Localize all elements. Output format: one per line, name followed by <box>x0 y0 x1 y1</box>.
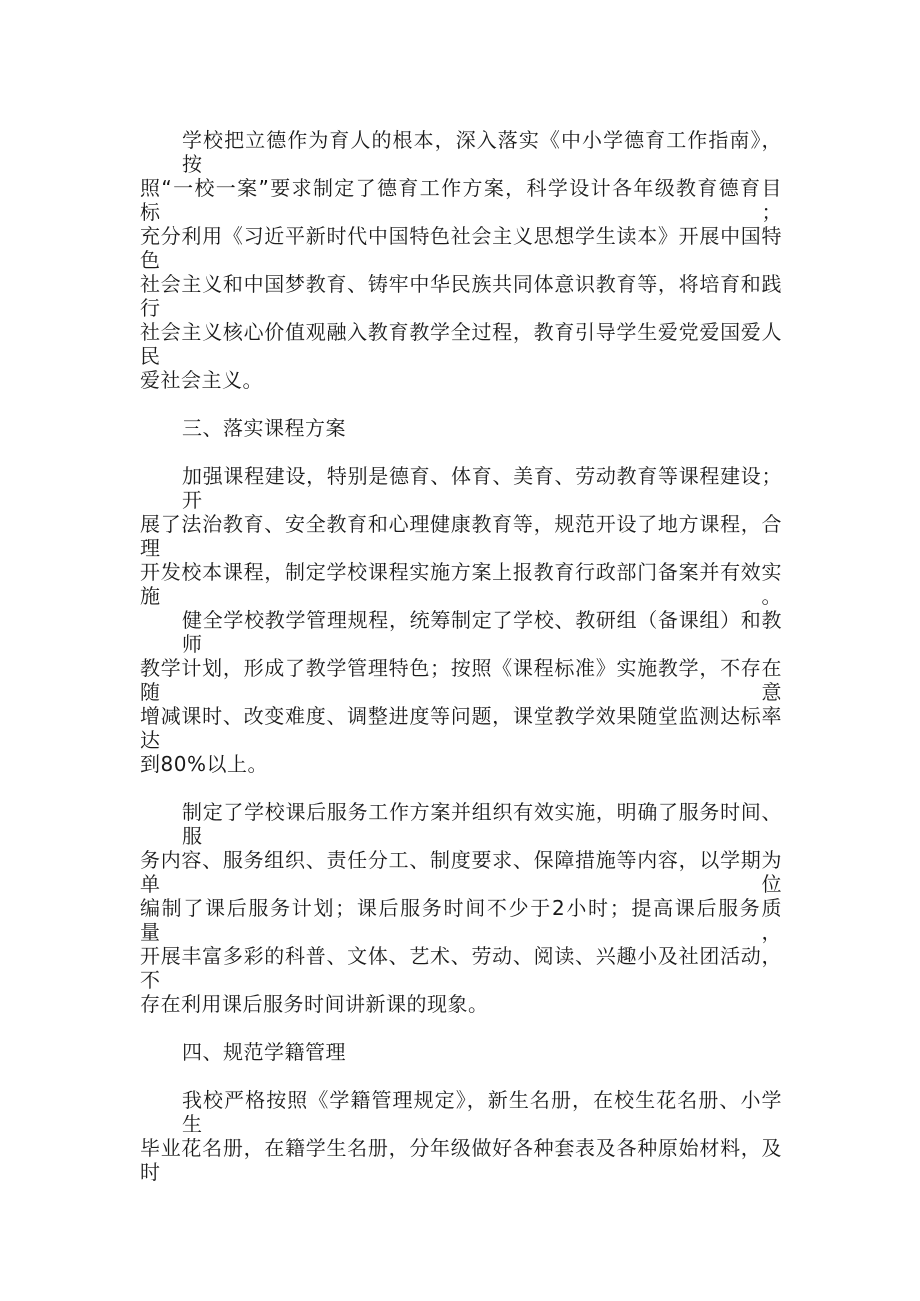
text-line: 存在利用课后服务时间讲新课的现象。 <box>140 992 489 1016</box>
text-line: 毕业花名册，在籍学生名册，分年级做好各种套表及各种原始材料，及时 <box>140 1136 782 1184</box>
section-heading: 三、落实课程方案 <box>182 416 346 440</box>
text-line: 健全学校教学管理规程，统筹制定了学校、教研组（备课组）和教师 <box>182 608 782 656</box>
text-line: 编制了课后服务计划；课后服务时间不少于2小时；提高课后服务质量， <box>140 896 782 944</box>
section-heading: 四、规范学籍管理 <box>182 1040 346 1064</box>
text-line: 我校严格按照《学籍管理规定》，新生名册，在校生花名册、小学生 <box>182 1088 782 1136</box>
text-line: 开展丰富多彩的科普、文体、艺术、劳动、阅读、兴趣小及社团活动，不 <box>140 944 782 992</box>
text-line: 教学计划，形成了教学管理特色；按照《课程标准》实施教学，不存在随意 <box>140 656 782 704</box>
text-line: 爱社会主义。 <box>140 368 263 392</box>
text-line: 社会主义核心价值观融入教育教学全过程，教育引导学生爱党爱国爱人民 <box>140 320 782 368</box>
text-line: 增减课时、改变难度、调整进度等问题，课堂教学效果随堂监测达标率达 <box>140 704 782 752</box>
text-line: 社会主义和中国梦教育、铸牢中华民族共同体意识教育等，将培育和践行 <box>140 272 782 320</box>
text-line: 加强课程建设，特别是德育、体育、美育、劳动教育等课程建设；开 <box>182 464 782 512</box>
text-line: 照“一校一案”要求制定了德育工作方案，科学设计各年级教育德育目标； <box>140 176 782 224</box>
text-line: 务内容、服务组织、责任分工、制度要求、保障措施等内容，以学期为单位 <box>140 848 782 896</box>
text-line: 开发校本课程，制定学校课程实施方案上报教育行政部门备案并有效实施。 <box>140 560 782 608</box>
text-line: 展了法治教育、安全教育和心理健康教育等，规范开设了地方课程，合理 <box>140 512 782 560</box>
text-line: 充分利用《习近平新时代中国特色社会主义思想学生读本》开展中国特色 <box>140 224 782 272</box>
text-line: 到80%以上。 <box>140 752 268 776</box>
text-line: 制定了学校课后服务工作方案并组织有效实施，明确了服务时间、服 <box>182 800 782 848</box>
text-line: 学校把立德作为育人的根本，深入落实《中小学德育工作指南》，按 <box>182 128 782 176</box>
